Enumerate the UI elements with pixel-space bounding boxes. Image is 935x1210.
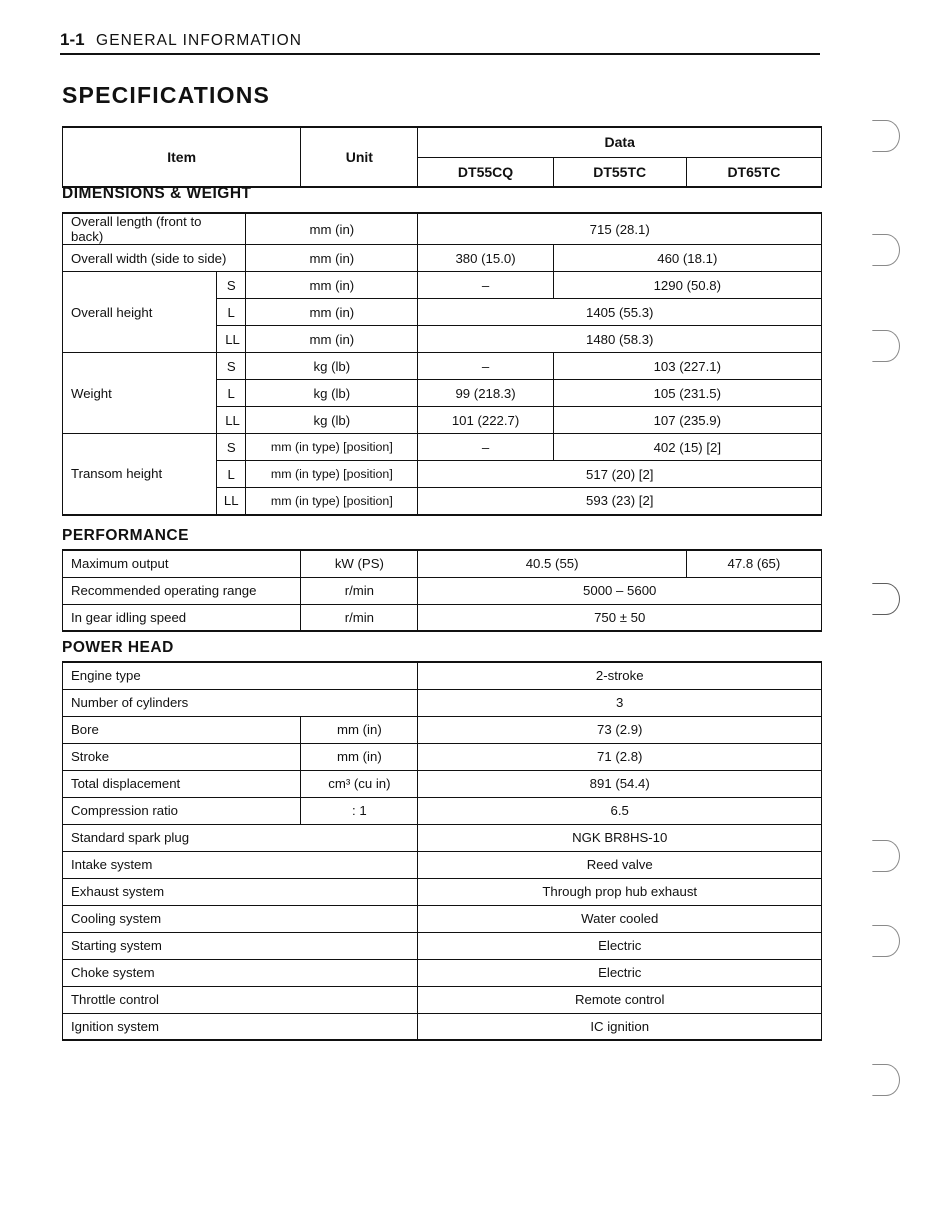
row-value: 3 (418, 689, 822, 716)
binder-hole-arc (872, 234, 900, 266)
section-caption-performance: PERFORMANCE (62, 527, 189, 544)
binder-hole-arc (872, 120, 900, 152)
row-unit: mm (in) (246, 213, 418, 245)
row-value-dt55cq: – (418, 434, 553, 461)
row-value: Electric (418, 932, 822, 959)
row-label: Total displacement (63, 770, 301, 797)
column-header-model-dt55cq: DT55CQ (418, 157, 553, 187)
binder-hole-arc (872, 583, 900, 615)
row-value: 73 (2.9) (418, 716, 822, 743)
row-unit: : 1 (301, 797, 418, 824)
binder-hole-arc (872, 330, 900, 362)
row-value: 2-stroke (418, 662, 822, 689)
row-label: Compression ratio (63, 797, 301, 824)
row-value-all-models: 750 ± 50 (418, 604, 822, 631)
row-unit: mm (in type) [position] (246, 434, 418, 461)
dimensions-weight-table (62, 212, 822, 516)
row-value-dt55tc-dt65tc: 103 (227.1) (553, 353, 821, 380)
row-value: Electric (418, 959, 822, 986)
page-folio: 1-1 (60, 30, 85, 49)
row-unit: kg (lb) (246, 380, 418, 407)
row-value-dt55cq: 99 (218.3) (418, 380, 553, 407)
binder-hole-arc (872, 840, 900, 872)
row-value-dt65tc: 47.8 (65) (686, 550, 821, 577)
row-label: Standard spark plug (63, 824, 418, 851)
row-value-dt55cq: – (418, 272, 553, 299)
row-unit: mm (in) (301, 716, 418, 743)
section-caption-power-head: POWER HEAD (62, 639, 174, 656)
row-sublabel: LL (217, 488, 246, 515)
header-divider-rule (60, 53, 820, 55)
row-sublabel: LL (217, 326, 246, 353)
row-label: Cooling system (63, 905, 418, 932)
table-row (63, 986, 822, 1013)
row-sublabel: L (217, 380, 246, 407)
row-label: Starting system (63, 932, 418, 959)
performance-table (62, 549, 822, 632)
table-row (63, 1013, 822, 1040)
row-unit: mm (in type) [position] (246, 461, 418, 488)
row-unit: mm (in) (246, 326, 418, 353)
row-value-dt55tc-dt65tc: 105 (231.5) (553, 380, 821, 407)
row-value-all-models: 593 (23) [2] (418, 488, 822, 515)
row-value-dt55cq: – (418, 353, 553, 380)
row-value-all-models: 517 (20) [2] (418, 461, 822, 488)
table-row (63, 932, 822, 959)
row-unit: mm (in type) [position] (246, 488, 418, 515)
row-label: Maximum output (63, 550, 301, 577)
chapter-title: GENERAL INFORMATION (96, 32, 303, 49)
table-row (63, 878, 822, 905)
row-value-dt55cq-dt55tc: 40.5 (55) (418, 550, 686, 577)
row-sublabel: S (217, 272, 246, 299)
row-label: Number of cylinders (63, 689, 418, 716)
row-label: Bore (63, 716, 301, 743)
row-label: Weight (63, 353, 217, 434)
row-unit: r/min (301, 604, 418, 631)
column-header-data: Data (418, 127, 822, 157)
row-sublabel: S (217, 434, 246, 461)
row-value-dt55tc-dt65tc: 402 (15) [2] (553, 434, 821, 461)
row-value: Through prop hub exhaust (418, 878, 822, 905)
row-label: Overall height (63, 272, 217, 353)
column-header-unit: Unit (301, 127, 418, 187)
table-row (63, 689, 822, 716)
row-sublabel: L (217, 461, 246, 488)
binder-hole-arc (872, 925, 900, 957)
power-head-table (62, 661, 822, 1041)
column-header-item: Item (63, 127, 301, 187)
row-unit: mm (in) (246, 272, 418, 299)
row-label: Engine type (63, 662, 418, 689)
row-value-dt55tc-dt65tc: 1290 (50.8) (553, 272, 821, 299)
row-sublabel: L (217, 299, 246, 326)
row-unit: kg (lb) (246, 407, 418, 434)
table-row (63, 550, 822, 577)
row-label: Stroke (63, 743, 301, 770)
row-unit: kW (PS) (301, 550, 418, 577)
table-row (63, 604, 822, 631)
row-unit: mm (in) (246, 299, 418, 326)
row-label: In gear idling speed (63, 604, 301, 631)
row-label: Ignition system (63, 1013, 418, 1040)
row-value-all-models: 1480 (58.3) (418, 326, 822, 353)
spec-column-header-table (62, 126, 822, 188)
row-label: Intake system (63, 851, 418, 878)
table-row (63, 824, 822, 851)
table-row (63, 770, 822, 797)
row-sublabel: S (217, 353, 246, 380)
row-unit: mm (in) (301, 743, 418, 770)
table-row (63, 353, 822, 380)
row-value-dt55tc-dt65tc: 107 (235.9) (553, 407, 821, 434)
table-row (63, 245, 822, 272)
row-value: Reed valve (418, 851, 822, 878)
page-title: SPECIFICATIONS (62, 82, 271, 108)
row-label: Transom height (63, 434, 217, 515)
row-label: Choke system (63, 959, 418, 986)
table-row (63, 434, 822, 461)
row-value: 71 (2.8) (418, 743, 822, 770)
table-row (63, 213, 822, 245)
row-unit: mm (in) (246, 245, 418, 272)
table-row (63, 959, 822, 986)
row-value-dt55cq: 380 (15.0) (418, 245, 553, 272)
column-header-model-dt65tc: DT65TC (686, 157, 821, 187)
table-row (63, 905, 822, 932)
row-value: Water cooled (418, 905, 822, 932)
row-value: NGK BR8HS-10 (418, 824, 822, 851)
row-value: Remote control (418, 986, 822, 1013)
row-sublabel: LL (217, 407, 246, 434)
binder-hole-arc (872, 1064, 900, 1096)
row-value: 891 (54.4) (418, 770, 822, 797)
table-row (63, 743, 822, 770)
row-value: IC ignition (418, 1013, 822, 1040)
row-value-dt55cq: 101 (222.7) (418, 407, 553, 434)
table-row (63, 662, 822, 689)
row-value: 6.5 (418, 797, 822, 824)
row-label: Recommended operating range (63, 577, 301, 604)
section-caption-dimensions: DIMENSIONS & WEIGHT (62, 185, 252, 202)
row-value-all-models: 1405 (55.3) (418, 299, 822, 326)
row-value-dt55tc-dt65tc: 460 (18.1) (553, 245, 821, 272)
table-row (63, 851, 822, 878)
row-label: Overall length (front to back) (63, 213, 246, 245)
table-row (63, 272, 822, 299)
table-row (63, 797, 822, 824)
column-header-model-dt55tc: DT55TC (553, 157, 686, 187)
row-unit: cm³ (cu in) (301, 770, 418, 797)
row-unit: kg (lb) (246, 353, 418, 380)
table-row (63, 577, 822, 604)
row-label: Throttle control (63, 986, 418, 1013)
row-value-all-models: 715 (28.1) (418, 213, 822, 245)
row-label: Overall width (side to side) (63, 245, 246, 272)
table-row (63, 716, 822, 743)
row-unit: r/min (301, 577, 418, 604)
row-value-all-models: 5000 – 5600 (418, 577, 822, 604)
row-label: Exhaust system (63, 878, 418, 905)
